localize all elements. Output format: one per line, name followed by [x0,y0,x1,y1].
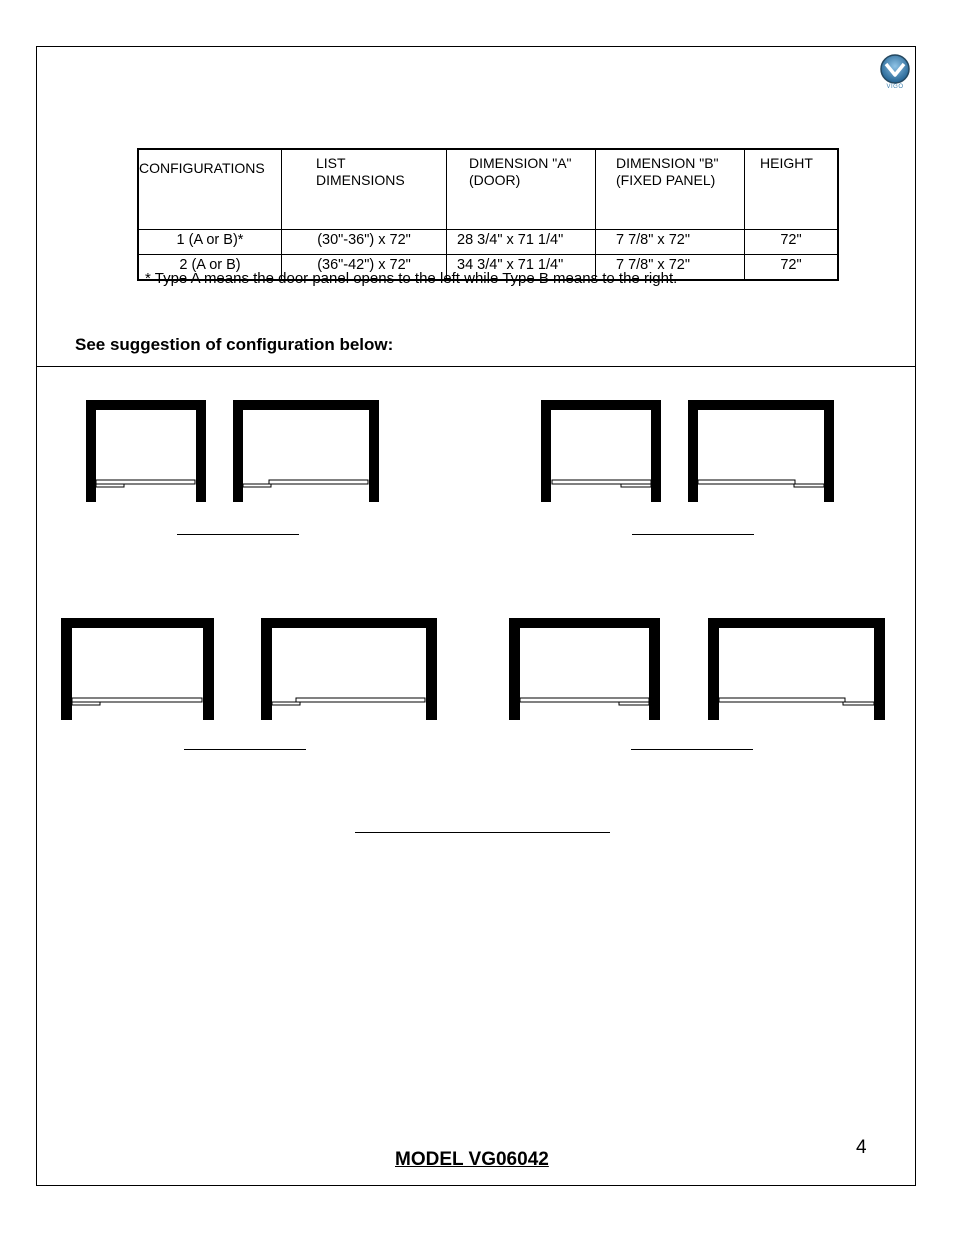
shower-diagram-3b [261,618,437,720]
cell-list: (36"-42") x 72" [282,255,447,281]
cell-dim-b: 7 7/8" x 72" [596,255,745,281]
cell-height: 72" [745,255,839,281]
cell-configuration: 2 (A or B) [138,255,282,281]
cell-list: (30"-36") x 72" [282,230,447,255]
section-divider [36,366,916,367]
label-line [184,749,306,750]
header-dimension-b: DIMENSION "B" (FIXED PANEL) [596,149,745,230]
shower-diagram-1b [233,400,379,502]
label-line [177,534,299,535]
shower-diagram-4b [708,618,885,720]
header-configurations: CONFIGURATIONS [138,149,282,230]
configuration-subheading: See suggestion of configuration below: [75,335,394,354]
logo-text: VIGO [886,84,904,90]
model-title: MODEL VG06042 [395,1149,549,1170]
label-line [632,534,754,535]
header-dimension-a: DIMENSION "A" (DOOR) [447,149,596,230]
dimensions-table [137,148,839,281]
cell-dim-b: 7 7/8" x 72" [596,230,745,255]
shower-diagram-2a [541,400,661,502]
header-list-dimensions: LIST DIMENSIONS [282,149,447,230]
header-height: HEIGHT [745,149,839,230]
cell-configuration: 1 (A or B)* [138,230,282,255]
table-header-row [138,149,838,230]
cell-height: 72" [745,230,839,255]
cell-dim-a: 28 3/4" x 71 1/4" [447,230,596,255]
type-footnote: * Type A means the door panel opens to the left while Type B means to the right. [145,270,678,287]
shower-diagram-2b [688,400,834,502]
table-row [138,230,838,255]
label-line [631,749,753,750]
shower-diagram-4a [509,618,660,720]
cell-dim-a: 34 3/4" x 71 1/4" [447,255,596,281]
page-number: 4 [856,1137,867,1158]
shower-diagram-1a [86,400,206,502]
label-line [355,832,610,833]
shower-diagram-3a [61,618,214,720]
